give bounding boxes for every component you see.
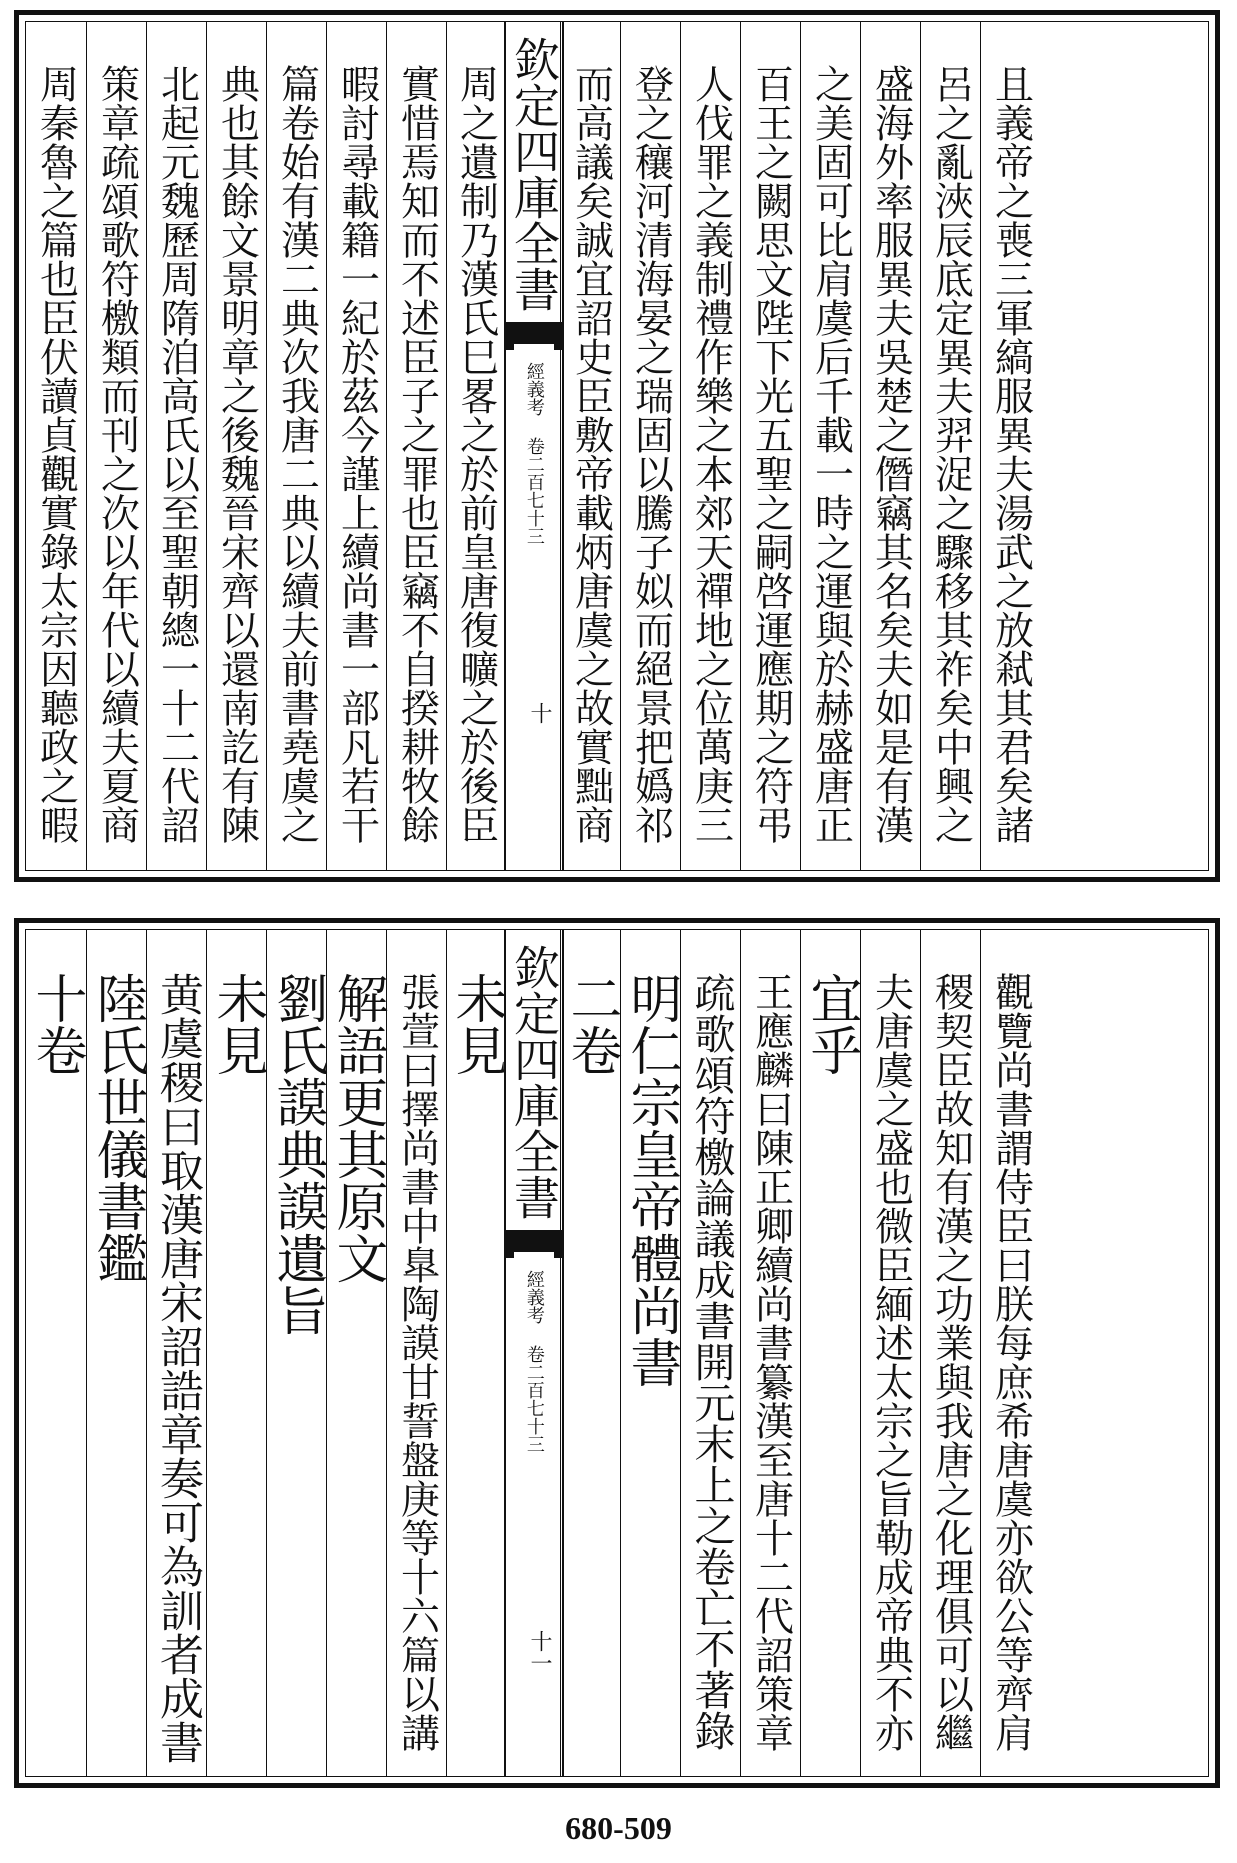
volume-number: 卷二百七十三 (523, 1345, 545, 1453)
book-title: 經義考 (523, 362, 545, 416)
column-text: 解語更其原文 (327, 972, 387, 1284)
column-text: 篇卷始有漢二典次我唐二典以續夫前書堯虞之 (274, 64, 320, 844)
book-series-title: 欽定四庫全書 (507, 36, 561, 312)
page-number: 十 (527, 702, 552, 724)
column-text: 明仁宗皇帝體尚書 (621, 972, 681, 1388)
text-column (146, 22, 207, 870)
fish-tail-ornament (506, 1230, 562, 1258)
text-column (326, 930, 387, 1776)
text-column (920, 930, 981, 1776)
text-column (326, 22, 387, 870)
volume-number: 卷二百七十三 (523, 437, 545, 545)
column-text: 呂之亂浹辰底定異夫羿浞之驟移其祚矣中興之 (928, 64, 974, 844)
text-column (980, 22, 1041, 870)
text-column (680, 930, 741, 1776)
text-column (620, 22, 681, 870)
column-text: 實惜焉知而不述臣子之罪也臣竊不自揆耕牧餘 (394, 64, 440, 844)
column-text: 未見 (207, 972, 267, 1076)
column-text: 王應麟曰陳正卿續尚書纂漢至唐十二代詔策章 (748, 972, 794, 1752)
text-column (560, 930, 621, 1776)
text-column (386, 930, 447, 1776)
column-text: 疏歌頌符檄論議成書開元末上之卷亡不著錄 (687, 972, 736, 1751)
column-text: 觀覽尚書謂侍臣曰朕每庶希唐虞亦欲公等齊肩 (988, 972, 1034, 1752)
text-column (206, 22, 267, 870)
column-text: 十卷 (26, 972, 86, 1076)
column-text: 之美固可比肩虞后千載一時之運與於赫盛唐正 (808, 64, 854, 844)
bottom-leaf-frame (25, 929, 1209, 1777)
page-footer-number: 680-509 (565, 1810, 672, 1846)
column-text: 百王之闕思文陛下光五聖之嗣啓運應期之符弔 (748, 64, 794, 844)
column-text: 稷契臣故知有漢之功業與我唐之化理俱可以繼 (928, 972, 974, 1752)
text-column (800, 22, 861, 870)
column-text: 陸氏世儀書鑑 (87, 972, 147, 1284)
text-column (740, 930, 801, 1776)
text-column (206, 930, 267, 1776)
column-text: 而高議矣誠宜詔史臣敷帝載炳唐虞之故實黜商 (568, 64, 614, 844)
text-column (146, 930, 207, 1776)
center-fold (504, 930, 564, 1776)
text-column (266, 930, 327, 1776)
fish-tail-ornament (506, 322, 562, 350)
book-title: 經義考 (523, 1270, 545, 1324)
top-leaf (14, 10, 1220, 882)
text-column (446, 22, 505, 870)
page-number: 十一 (527, 1630, 552, 1674)
column-text: 夫唐虞之盛也微臣緬述太宗之旨勒成帝典不亦 (868, 972, 914, 1752)
text-column (680, 22, 741, 870)
column-text: 二卷 (561, 972, 621, 1076)
text-column (920, 22, 981, 870)
column-text: 宜乎 (801, 972, 861, 1076)
column-text: 人伐罪之義制禮作樂之本郊天禪地之位萬庚三 (688, 64, 734, 844)
chapter-label (524, 362, 544, 545)
text-column (266, 22, 327, 870)
text-column (386, 22, 447, 870)
column-text: 典也其餘文景明章之後魏晉宋齊以還南訖有陳 (214, 64, 260, 844)
column-text: 暇討尋載籍一紀於茲今謹上續尚書一部凡若干 (334, 64, 380, 844)
text-column (620, 930, 681, 1776)
text-column (860, 22, 921, 870)
column-text: 登之穰河清海晏之瑞固以騰子姒而絕景把嬀祁 (628, 64, 674, 844)
text-column (980, 930, 1041, 1776)
text-column (26, 930, 86, 1776)
column-text: 張萱曰擇尚書中臯陶謨甘誓盤庚等十六篇以講 (394, 972, 440, 1752)
column-text: 周秦魯之篇也臣伏讀貞觀實錄太宗因聽政之暇 (33, 64, 79, 844)
column-text: 黄虞稷曰取漢唐宋詔誥章奏可為訓者成書 (152, 972, 203, 1764)
column-text: 劉氏謨典謨遺旨 (267, 972, 327, 1336)
column-text: 策章疏頌歌符檄類而刊之次以年代以續夫夏商 (94, 64, 140, 844)
bottom-leaf (14, 918, 1220, 1788)
text-column (86, 930, 147, 1776)
column-text: 周之遺制乃漢氏巳畧之於前皇唐復曠之於後臣 (453, 64, 499, 844)
column-text: 盛海外率服異夫吳楚之僭竊其名矣夫如是有漢 (868, 64, 914, 844)
column-text: 未見 (446, 972, 506, 1076)
center-fold (504, 22, 564, 870)
text-column (740, 22, 801, 870)
text-column (800, 930, 861, 1776)
text-column (560, 22, 621, 870)
column-text: 北起元魏歷周隋洎高氏以至聖朝總一十二代詔 (154, 64, 200, 844)
text-column (446, 930, 505, 1776)
chapter-label (524, 1270, 544, 1453)
text-column (860, 930, 921, 1776)
top-leaf-frame (25, 21, 1209, 871)
book-series-title: 欽定四庫全書 (507, 944, 561, 1220)
column-text: 且義帝之喪三軍縞服異夫湯武之放弒其君矣諸 (988, 64, 1034, 844)
text-column (86, 22, 147, 870)
text-column (26, 22, 86, 870)
